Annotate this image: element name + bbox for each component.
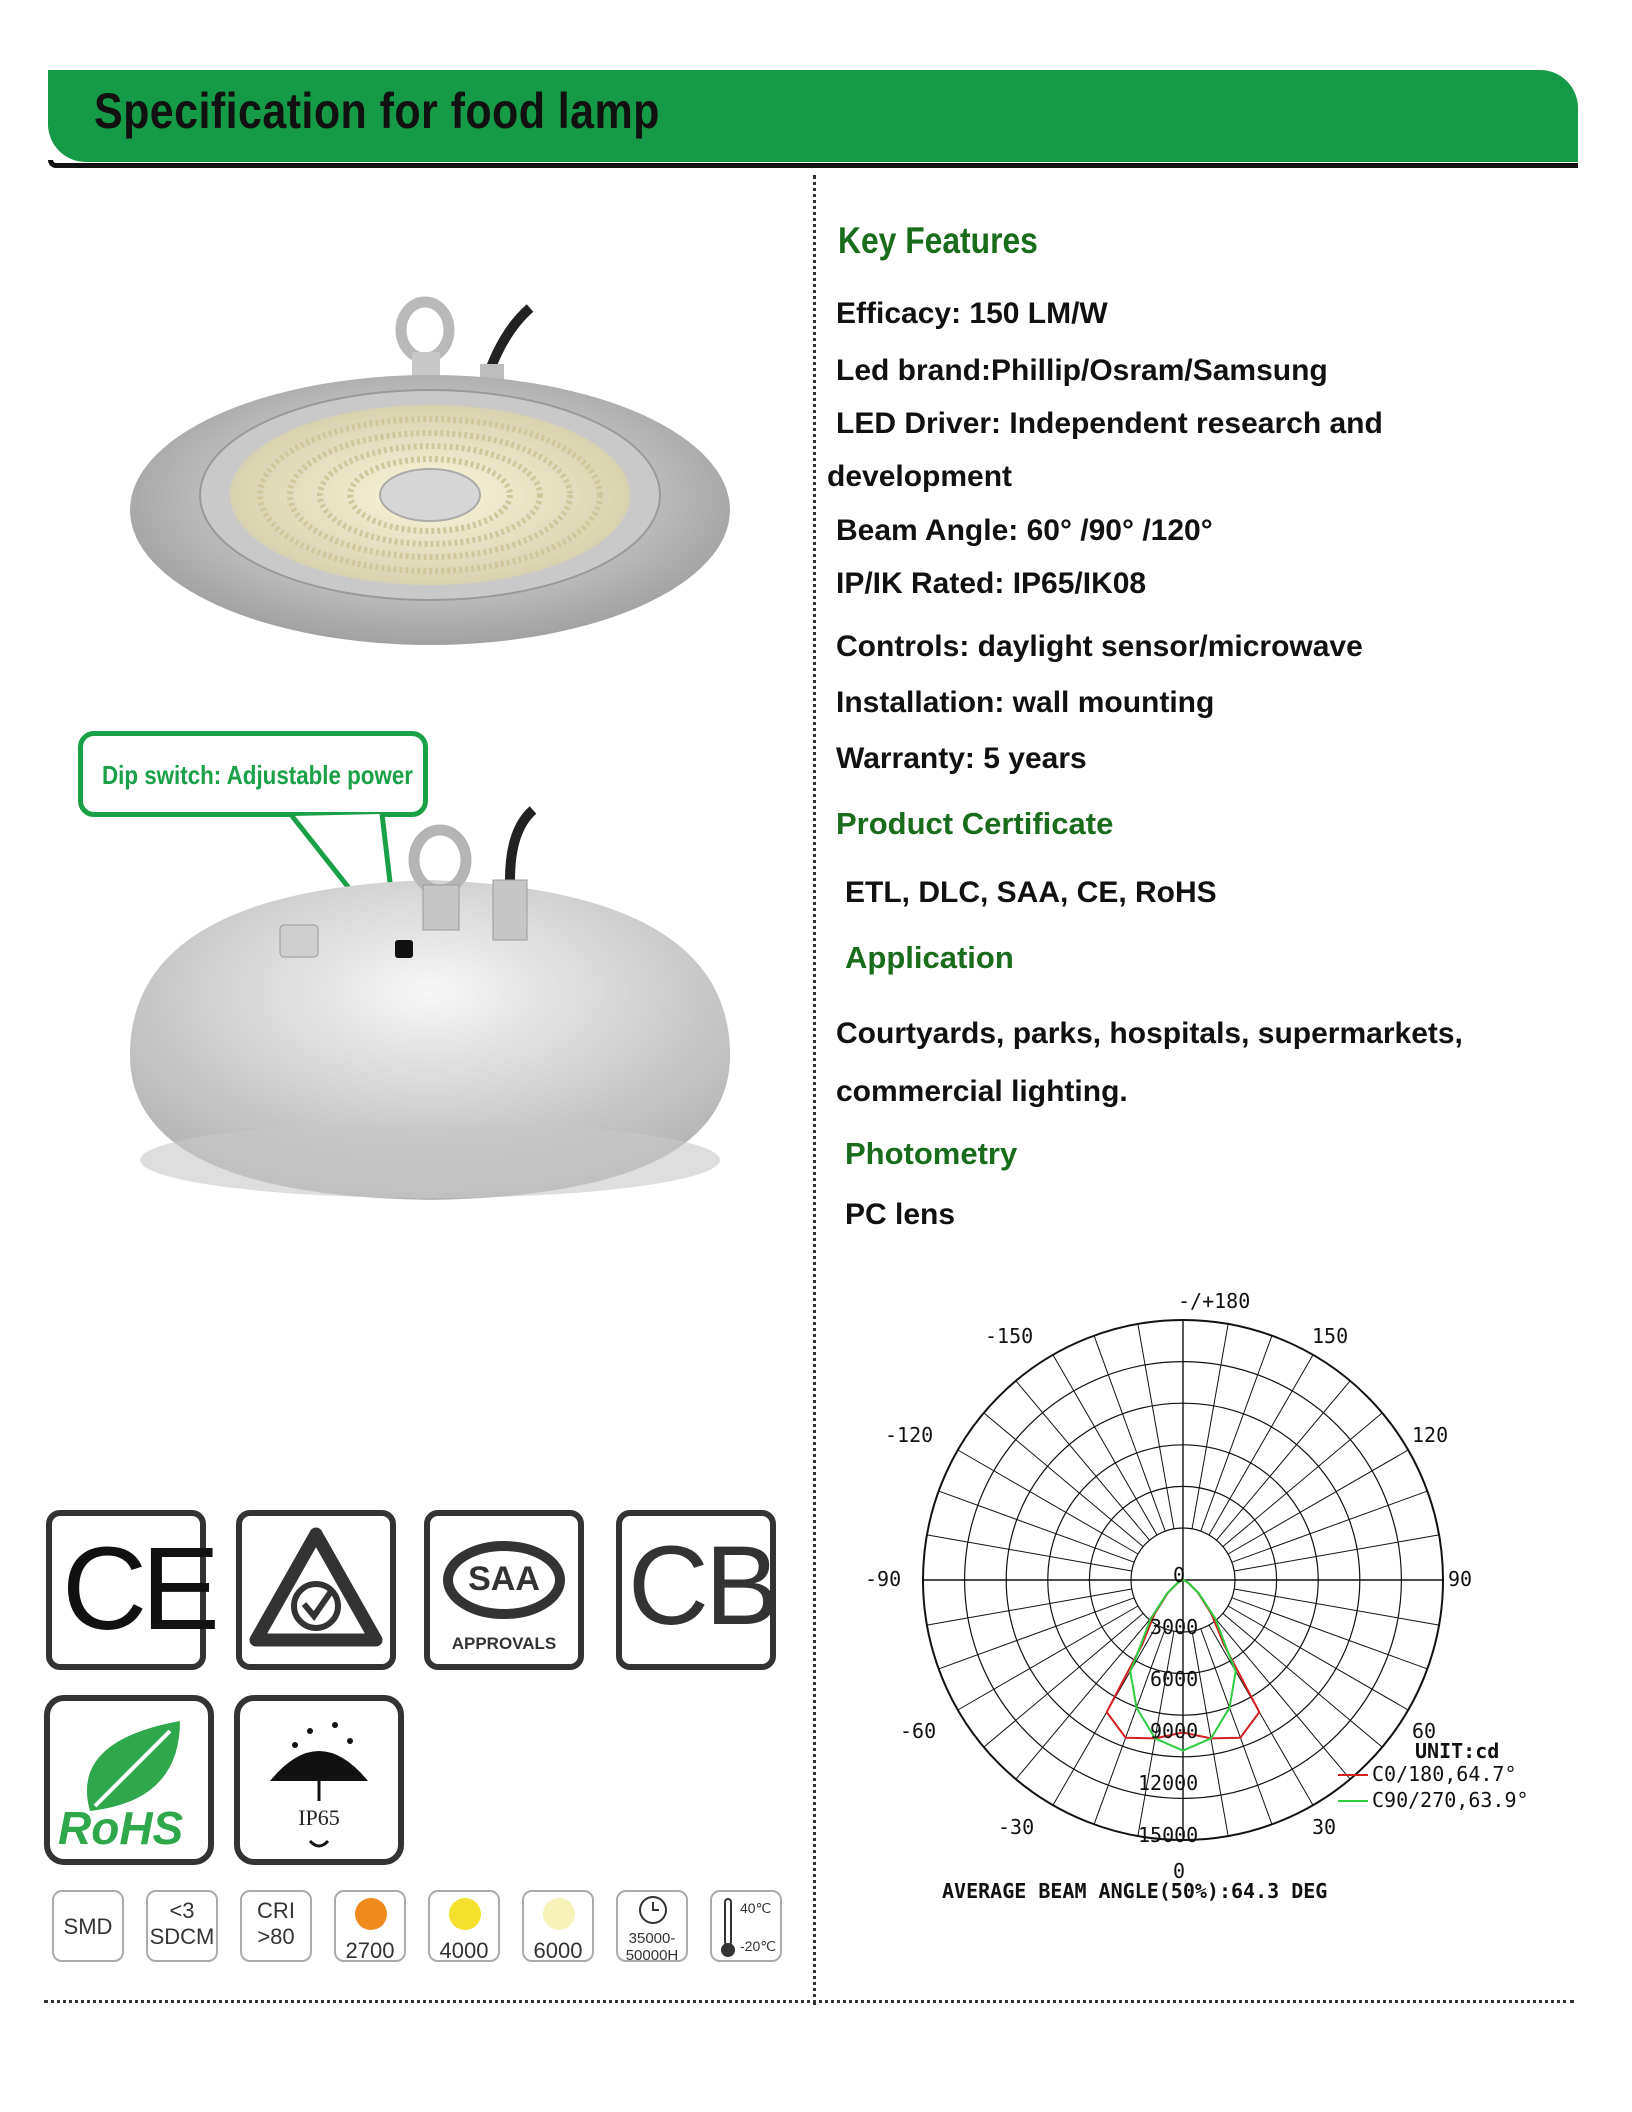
grid-spoke [1138,1324,1174,1529]
ip65-icon [234,1695,404,1865]
grid-spoke [984,1413,1143,1547]
certificate-list: ETL, DLC, SAA, CE, RoHS [845,876,1217,909]
radial-label-3000: 3000 [1150,1615,1199,1639]
cri-badge [240,1890,312,1962]
umbrella-icon [240,1701,398,1859]
saa-approvals-label: APPROVALS [451,1634,557,1653]
feature-controls: Controls: daylight sensor/microwave [836,630,1363,663]
cct-2700-badge [334,1890,406,1962]
feature-efficacy: Efficacy: 150 LM/W [836,297,1108,330]
cri-bottom-label: >80 [257,1924,295,1949]
lamp-bottom-view-image [120,290,740,650]
cct-4000-label: 4000 [439,1938,489,1963]
cri-top-label: CRI [257,1898,295,1923]
sdcm-badge [146,1890,218,1962]
grid-spoke [1201,1336,1272,1531]
legend-c90: C90/270,63.9° [1372,1788,1529,1812]
feature-warranty: Warranty: 5 years [836,742,1087,775]
angle-label-180: -/+180 [1178,1289,1251,1313]
grid-spoke [1016,1620,1150,1779]
grid-spoke [1223,1413,1382,1547]
radial-label-6000: 6000 [1150,1667,1199,1691]
beam-angle-footer: AVERAGE BEAM ANGLE(50%):64.3 DEG [942,1879,1328,1903]
lens-type: PC lens [845,1198,956,1231]
angle-label-n60: -60 [900,1719,937,1743]
grid-spoke [939,1491,1134,1562]
ce-mark-text: CE [62,1523,214,1655]
grid-spoke [1192,1324,1228,1529]
grid-spoke [939,1598,1134,1669]
cct-2700-label: 2700 [345,1938,395,1963]
grid-spoke [927,1589,1132,1625]
lifetime-badge [616,1890,688,1962]
angle-label-150: 150 [1312,1324,1349,1348]
grid-spoke [1223,1613,1382,1747]
thermometer-icon [718,1895,738,1961]
application-title: Application [845,940,1014,975]
application-line-1: Courtyards, parks, hospitals, supermarkets, [836,1017,1463,1050]
cct-4000-badge [428,1890,500,1962]
radial-label-9000: 9000 [1150,1719,1199,1743]
lamp-top-view-image [125,800,740,1200]
ip65-label: IP65 [298,1805,340,1830]
cb-mark-icon [616,1510,776,1670]
legend-c0: C0/180,64.7° [1372,1762,1517,1786]
photometry-polar-chart [840,1280,1560,1910]
lifetime-top-label: 35000- [628,1930,676,1947]
temp-bottom-label: -20℃ [740,1938,776,1954]
ce-mark-icon [46,1510,214,1670]
smd-badge [52,1890,124,1962]
grid-spoke [984,1613,1143,1747]
angle-label-n120: -120 [885,1423,934,1447]
feature-led-driver: LED Driver: Independent research and [836,407,1383,440]
page-title: Specification for food lamp [94,83,660,139]
smd-label: SMD [63,1914,113,1939]
header-underline [48,160,1578,168]
radial-label-0: 0 [1173,1563,1186,1587]
application-line-2: commercial lighting. [836,1075,1128,1108]
angle-label-0: 0 [1173,1859,1186,1883]
clock-icon [618,1892,688,1926]
grid-spoke [1234,1589,1439,1625]
saa-label: SAA [468,1560,540,1598]
grid-spoke [1016,1381,1150,1540]
angle-label-60: 60 [1412,1719,1437,1743]
rohs-label: RoHS [58,1802,184,1854]
saa-approvals-icon [424,1510,584,1670]
column-divider [813,175,816,2005]
grid-spoke [1201,1629,1272,1824]
pale-yellow-dot-icon [524,1892,594,1932]
feature-led-driver-cont: development [827,460,1013,493]
feature-ip-rating: IP/IK Rated: IP65/IK08 [836,567,1147,600]
cct-6000-badge [522,1890,594,1962]
unit-label: UNIT:cd [1415,1739,1500,1763]
rohs-icon [44,1695,214,1865]
grid-spoke [1094,1336,1165,1531]
rcm-triangle-icon [242,1516,390,1664]
grid-spoke [1232,1598,1427,1669]
sdcm-bottom-label: SDCM [149,1924,215,1949]
lifetime-bottom-label: 50000H [625,1947,679,1964]
grid-spoke [1216,1620,1350,1779]
photometry-title: Photometry [845,1136,1018,1171]
grid-spoke [1234,1535,1439,1571]
angle-label-n150: -150 [985,1324,1034,1348]
key-features-title: Key Features [838,220,1038,261]
radial-label-12000: 12000 [1138,1771,1199,1795]
cb-mark-text: CB [628,1523,776,1648]
yellow-dot-icon [430,1892,500,1932]
grid-spoke [927,1535,1132,1571]
grid-spoke [1216,1381,1350,1540]
feature-led-brand: Led brand:Phillip/Osram/Samsung [836,354,1328,387]
sdcm-top-label: <3 [169,1898,195,1923]
feature-installation: Installation: wall mounting [836,686,1215,719]
feature-beam-angle: Beam Angle: 60° /90° /120° [836,514,1213,547]
footer-divider [44,2000,1574,2003]
temperature-badge [710,1890,782,1962]
angle-label-120: 120 [1412,1423,1449,1447]
angle-label-n90: -90 [865,1567,902,1591]
grid-spoke [1232,1491,1427,1562]
callout-label: Dip switch: Adjustable power [102,760,414,790]
angle-label-n30: -30 [998,1815,1035,1839]
angle-label-30: 30 [1312,1815,1337,1839]
angle-label-90: 90 [1448,1567,1473,1591]
radial-label-15000: 15000 [1138,1823,1199,1847]
rcm-mark-icon [236,1510,396,1670]
certificate-title: Product Certificate [836,806,1114,841]
orange-dot-icon [336,1892,406,1932]
temp-top-label: 40℃ [740,1900,772,1916]
cct-6000-label: 6000 [533,1938,583,1963]
